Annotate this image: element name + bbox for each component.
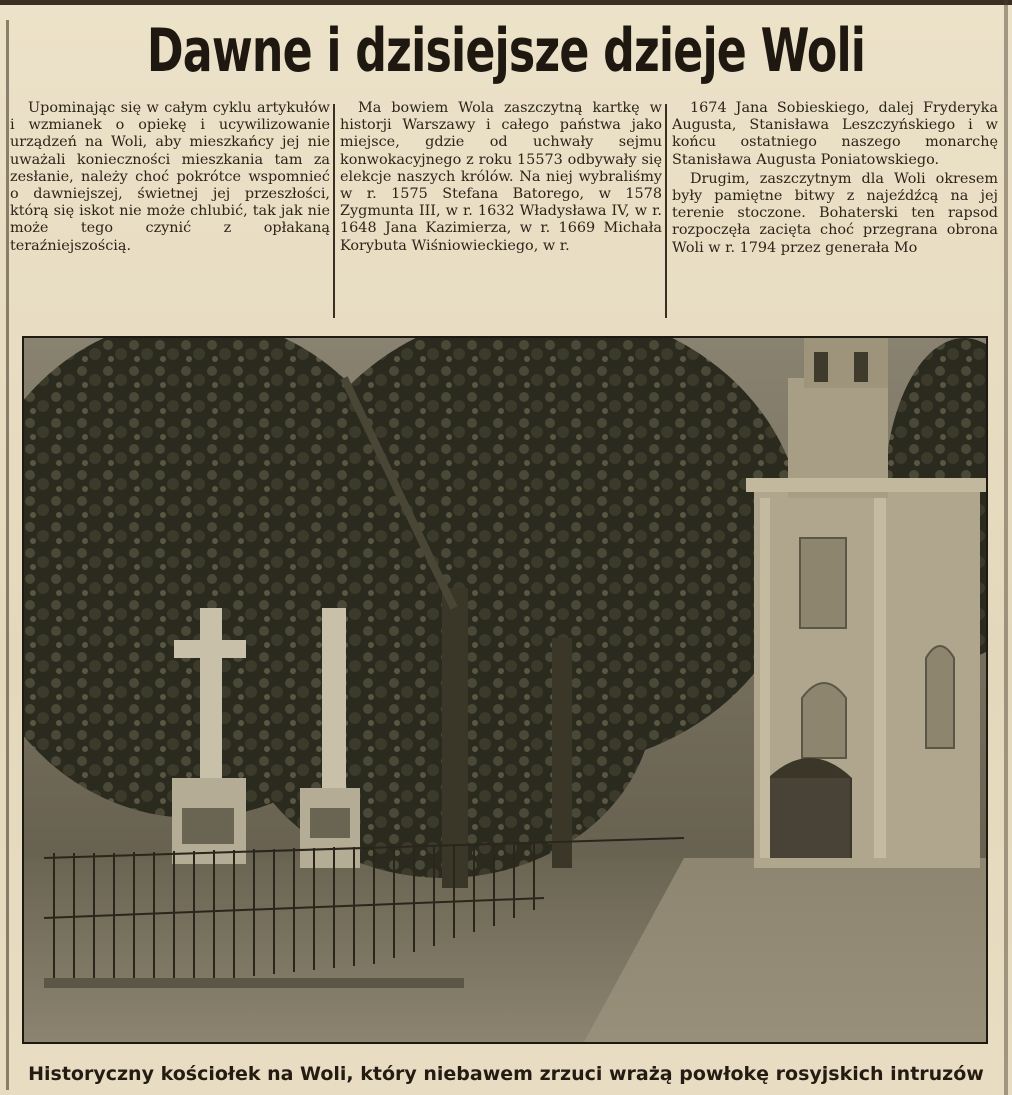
photo-caption: Historyczny kościołek na Woli, który niebawem zrzuci wrażą powłokę rosyjskich intruzów xyxy=(28,1063,984,1085)
article-columns xyxy=(10,100,998,318)
paragraph: Ma bowiem Wola zaszczytną kartkę w historji Warszawy i całego państwa jako miejsce, gdzie od uchwały sejmu konwokacyjnego z roku 15573 odbywały się elekcje naszych królów. Na niej wybraliśmy w r. 1575 Stefana Batorego, w 1578 Zygmunta III, w r. 1632 Władysława IV, w r. 1648 Jana Kazimierza, w r. 1669 Michała Korybuta Wiśniowieckiego, w r. xyxy=(340,100,662,254)
church-photograph xyxy=(22,336,988,1044)
paragraph: Drugim, zaszczytnym dla Woli okresem były pamiętne bitwy z najeźdźcą na jej terenie stoczone. Bohaterski ten rapsod rozpoczęła zacięta choć przegrana obrona Woli w r. 1794 przez generała Mo xyxy=(672,170,998,256)
article-column-1 xyxy=(10,100,330,318)
right-margin-rule xyxy=(1004,0,1008,1095)
top-rule xyxy=(0,0,1012,5)
article-column-3 xyxy=(672,100,998,318)
paragraph: Upominając się w całym cyklu artykułów i wzmianek o opiekę i ucywilizowanie urządzeń na Woli, aby mieszkańcy jej nie uważali konieczności mieszkania tam za zesłanie, należy choć pokrótce wspomnieć o dawniejszej, świetnej jej przeszłości, którą się iskot nie może chlubić, tak jak nie może tego czynić z opłakaną teraźniejszością. xyxy=(10,100,330,254)
article-column-2 xyxy=(340,100,662,318)
left-margin-rule xyxy=(6,20,9,1090)
paragraph: 1674 Jana Sobieskiego, dalej Fryderyka Augusta, Stanisława Leszczyńskiego i w końcu ostatniego naszego monarchę Stanisława Augusta Poniatowskiego. xyxy=(672,100,998,168)
photo-illustration xyxy=(24,338,986,1042)
article-headline: Dawne i dzisiejsze dzieje Woli xyxy=(146,16,866,86)
